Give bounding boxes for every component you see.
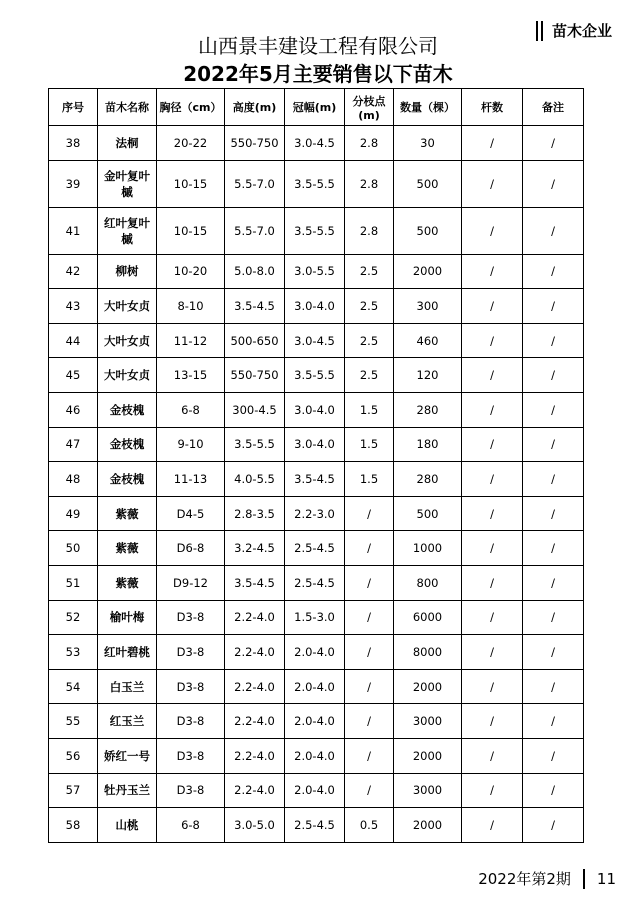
table-row [49,254,584,289]
table-cell: 46 [49,392,98,427]
table-cell: / [523,427,584,462]
table-cell: 2.5 [345,358,394,393]
table-cell: / [462,427,523,462]
table-cell: 3.2-4.5 [225,531,285,566]
table-cell: / [523,289,584,324]
table-cell: 20-22 [157,126,225,161]
table-cell: / [462,738,523,773]
table-cell: 6-8 [157,392,225,427]
page-subtitle: 2022年5月主要销售以下苗木 [183,62,453,86]
table-cell: 57 [49,773,98,808]
table-cell: / [523,323,584,358]
table-cell: 48 [49,462,98,497]
table-cell: / [462,635,523,670]
table-cell: / [345,635,394,670]
table-cell: / [462,358,523,393]
table-cell: 8-10 [157,289,225,324]
table-row [49,704,584,739]
table-cell: 3.5-4.5 [285,462,345,497]
table-cell: / [523,358,584,393]
brand-text: 苗木企业 [551,22,612,40]
table-cell: / [523,531,584,566]
table-cell: 53 [49,635,98,670]
table-cell: 3.5-5.5 [285,358,345,393]
table-cell: 2.0-4.0 [285,669,345,704]
table-cell: 2.8-3.5 [225,496,285,531]
page-number: 11 [596,869,616,888]
table-cell: 2.2-4.0 [225,738,285,773]
table-row [49,289,584,324]
table-cell: D3-8 [157,635,225,670]
table-cell: 280 [394,462,462,497]
table-cell: / [523,254,584,289]
table-cell: 2.0-4.0 [285,704,345,739]
header-cell: 杆数 [462,89,523,126]
table-cell: 43 [49,289,98,324]
table-cell: 11-13 [157,462,225,497]
table-cell: / [523,808,584,843]
table-cell: 39 [49,160,98,207]
table-row [49,565,584,600]
seedling-name-cell: 白玉兰 [98,669,157,704]
table-cell: 3.5-5.5 [225,427,285,462]
table-cell: / [345,773,394,808]
table-cell: 300-4.5 [225,392,285,427]
table-cell: 500 [394,207,462,254]
table-cell: / [523,160,584,207]
table-cell: D6-8 [157,531,225,566]
table-cell: 3.5-4.5 [225,289,285,324]
table-cell: D3-8 [157,773,225,808]
table-cell: / [345,669,394,704]
table-cell: 1.5 [345,462,394,497]
table-cell: D4-5 [157,496,225,531]
table-cell: 49 [49,496,98,531]
table-row [49,160,584,207]
seedling-name-cell: 大叶女贞 [98,358,157,393]
table-cell: 0.5 [345,808,394,843]
table-cell: D3-8 [157,669,225,704]
table-cell: / [523,635,584,670]
table-cell: 3.0-4.0 [285,427,345,462]
table-cell: D3-8 [157,738,225,773]
table-cell: 2.8 [345,207,394,254]
table-cell: 2.5-4.5 [285,808,345,843]
table-cell: 460 [394,323,462,358]
seedling-name-cell: 娇红一号 [98,738,157,773]
table-cell: 2.0-4.0 [285,635,345,670]
table-cell: 2.5 [345,289,394,324]
table-cell: 3000 [394,704,462,739]
table-cell: 120 [394,358,462,393]
table-cell: 47 [49,427,98,462]
table-row [49,600,584,635]
header-cell: 分枝点(m) [345,89,394,126]
seedling-table [48,88,584,843]
table-cell: 5.5-7.0 [225,160,285,207]
table-cell: 550-750 [225,126,285,161]
table-cell: 2.2-3.0 [285,496,345,531]
header-cell: 序号 [49,89,98,126]
table-cell: / [462,531,523,566]
table-cell: 41 [49,207,98,254]
table-cell: D3-8 [157,704,225,739]
table-cell: 3.0-5.0 [225,808,285,843]
table-cell: 2.2-4.0 [225,669,285,704]
table-cell: / [462,773,523,808]
table-row [49,323,584,358]
table-cell: 56 [49,738,98,773]
table-row [49,358,584,393]
table-cell: / [462,392,523,427]
table-row [49,496,584,531]
table-cell: 2000 [394,669,462,704]
table-cell: / [462,289,523,324]
table-cell: 2000 [394,738,462,773]
table-cell: / [523,704,584,739]
company-title: 山西景丰建设工程有限公司 [198,34,438,58]
table-row [49,531,584,566]
table-cell: 2.2-4.0 [225,773,285,808]
table-cell: 10-20 [157,254,225,289]
seedling-name-cell: 金枝槐 [98,427,157,462]
table-cell: 2.2-4.0 [225,635,285,670]
table-cell: / [523,126,584,161]
header-cell: 备注 [523,89,584,126]
header-cell: 苗木名称 [98,89,157,126]
table-cell: / [462,669,523,704]
table-cell: 58 [49,808,98,843]
table-row [49,126,584,161]
table-cell: 2.5-4.5 [285,565,345,600]
table-cell: 3.5-5.5 [285,160,345,207]
table-cell: 2.0-4.0 [285,738,345,773]
table-cell: / [345,531,394,566]
table-cell: 3.5-4.5 [225,565,285,600]
seedling-name-cell: 大叶女贞 [98,323,157,358]
table-cell: / [462,808,523,843]
table-cell: / [462,254,523,289]
table-cell: 44 [49,323,98,358]
table-cell: 550-750 [225,358,285,393]
table-cell: / [523,392,584,427]
table-cell: 38 [49,126,98,161]
table-cell: 3.0-4.5 [285,323,345,358]
table-cell: 52 [49,600,98,635]
table-cell: 500 [394,160,462,207]
table-cell: 42 [49,254,98,289]
header-cell: 数量（棵） [394,89,462,126]
table-cell: 30 [394,126,462,161]
table-cell: 5.5-7.0 [225,207,285,254]
table-cell: / [523,669,584,704]
table-cell: 11-12 [157,323,225,358]
seedling-name-cell: 紫薇 [98,496,157,531]
footer-divider [583,869,585,889]
table-body [49,126,584,843]
table-cell: 1.5 [345,427,394,462]
table-cell: 3000 [394,773,462,808]
seedling-name-cell: 红叶碧桃 [98,635,157,670]
header-cell: 冠幅(m) [285,89,345,126]
table-cell: / [523,462,584,497]
seedling-name-cell: 金枝槐 [98,392,157,427]
table-cell: / [462,126,523,161]
table-cell: 800 [394,565,462,600]
table-cell: / [523,738,584,773]
table-cell: 4.0-5.5 [225,462,285,497]
seedling-name-cell: 紫薇 [98,565,157,600]
table-cell: 8000 [394,635,462,670]
footer [478,868,616,889]
table-cell: / [462,462,523,497]
table-row [49,669,584,704]
table-row [49,738,584,773]
table-cell: 54 [49,669,98,704]
table-cell: 10-15 [157,160,225,207]
table-cell: 2.5-4.5 [285,531,345,566]
table-cell: 2.2-4.0 [225,600,285,635]
table-row [49,635,584,670]
table-cell: 50 [49,531,98,566]
table-cell: D9-12 [157,565,225,600]
table-row [49,392,584,427]
table-cell: 280 [394,392,462,427]
seedling-name-cell: 金叶复叶槭 [98,160,157,207]
table-cell: 51 [49,565,98,600]
table-cell: 6-8 [157,808,225,843]
table-header-row [49,89,584,126]
table-cell: 2000 [394,254,462,289]
table-cell: 2.2-4.0 [225,704,285,739]
table-cell: / [523,773,584,808]
table-cell: 2000 [394,808,462,843]
table-cell: / [462,496,523,531]
table-row [49,207,584,254]
table-row [49,427,584,462]
table-cell: / [462,600,523,635]
seedling-name-cell: 红叶复叶槭 [98,207,157,254]
table-cell: D3-8 [157,600,225,635]
table-cell: 300 [394,289,462,324]
seedling-name-cell: 山桃 [98,808,157,843]
table-cell: 3.0-4.0 [285,289,345,324]
table-cell: 55 [49,704,98,739]
table-row [49,808,584,843]
table-cell: / [462,704,523,739]
table-cell: 2.5 [345,323,394,358]
table-cell: 1.5 [345,392,394,427]
table-cell: 3.0-4.5 [285,126,345,161]
table-row [49,462,584,497]
table-cell: / [462,160,523,207]
table-cell: 9-10 [157,427,225,462]
table-cell: 3.5-5.5 [285,207,345,254]
table-cell: 2.0-4.0 [285,773,345,808]
seedling-name-cell: 牡丹玉兰 [98,773,157,808]
table-cell: 10-15 [157,207,225,254]
table-cell: / [345,496,394,531]
table-cell: / [462,207,523,254]
issue-label: 2022年第2期 [478,870,571,888]
seedling-name-cell: 红玉兰 [98,704,157,739]
header-cell: 高度(m) [225,89,285,126]
table-cell: / [345,704,394,739]
table-cell: 45 [49,358,98,393]
table-cell: / [345,738,394,773]
seedling-name-cell: 柳树 [98,254,157,289]
seedling-name-cell: 法桐 [98,126,157,161]
table-cell: / [345,565,394,600]
seedling-name-cell: 榆叶梅 [98,600,157,635]
table-cell: 2.5 [345,254,394,289]
table-cell: 1.5-3.0 [285,600,345,635]
table-cell: 500 [394,496,462,531]
table-cell: 13-15 [157,358,225,393]
seedling-name-cell: 金枝槐 [98,462,157,497]
table-cell: / [523,496,584,531]
table-cell: / [523,207,584,254]
table-cell: 2.8 [345,126,394,161]
table-cell: 500-650 [225,323,285,358]
header-cell: 胸径（cm） [157,89,225,126]
seedling-name-cell: 紫薇 [98,531,157,566]
table-cell: 180 [394,427,462,462]
seedling-name-cell: 大叶女贞 [98,289,157,324]
table-cell: 5.0-8.0 [225,254,285,289]
table-cell: / [462,565,523,600]
table-cell: / [523,600,584,635]
table-row [49,773,584,808]
table-cell: / [345,600,394,635]
table-cell: 3.0-4.0 [285,392,345,427]
table-cell: 2.8 [345,160,394,207]
table-cell: 1000 [394,531,462,566]
table-cell: 6000 [394,600,462,635]
table-cell: 3.0-5.5 [285,254,345,289]
table-cell: / [462,323,523,358]
table-cell: / [523,565,584,600]
